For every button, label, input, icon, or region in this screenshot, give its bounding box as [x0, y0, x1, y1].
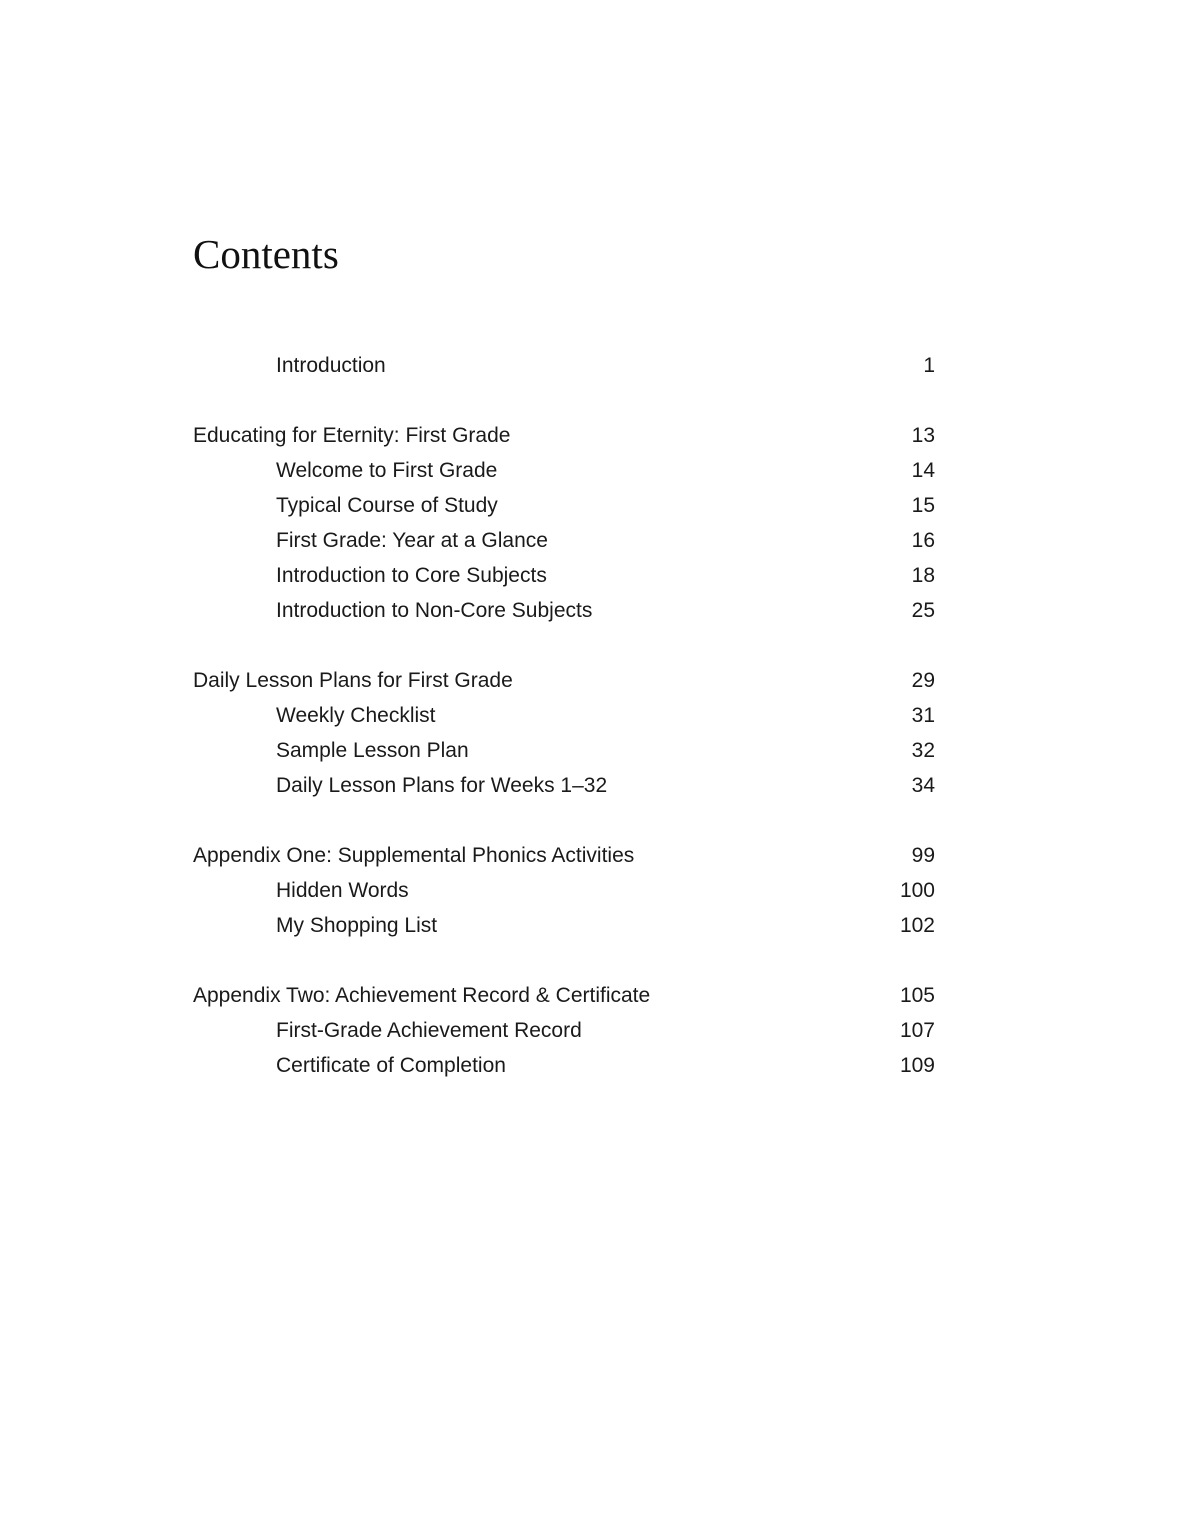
page-title: Contents [193, 231, 339, 277]
toc-entry-page-number: 31 [911, 704, 935, 727]
toc-entry[interactable] [193, 523, 935, 558]
toc-entry[interactable] [193, 908, 935, 943]
toc-entry-label: Introduction to Non-Core Subjects [276, 599, 593, 622]
toc-section-heading[interactable] [193, 663, 935, 698]
toc-entry[interactable] [193, 873, 935, 908]
toc-heading-label: Educating for Eternity: First Grade [193, 424, 511, 447]
toc-entry-label: First-Grade Achievement Record [276, 1019, 582, 1042]
toc-heading-page-number: 99 [911, 844, 935, 867]
toc-entry-page-number: 16 [911, 529, 935, 552]
toc-entry-label: Introduction [276, 354, 386, 377]
toc-entry-label: First Grade: Year at a Glance [276, 529, 548, 552]
toc-entry-label: Sample Lesson Plan [276, 739, 469, 762]
toc-entry-page-number: 1 [923, 354, 935, 377]
toc-heading-label: Appendix Two: Achievement Record & Certificate [193, 984, 651, 1007]
toc-entry-page-number: 34 [911, 774, 935, 797]
toc-entry[interactable] [193, 1048, 935, 1083]
toc-section-heading[interactable] [193, 838, 935, 873]
toc-entry-label: Certificate of Completion [276, 1054, 506, 1077]
toc-entry[interactable] [193, 768, 935, 803]
toc-section-heading[interactable] [193, 978, 935, 1013]
toc-section-introduction [193, 348, 935, 383]
toc-heading-label: Appendix One: Supplemental Phonics Activities [193, 844, 635, 867]
toc-entry[interactable] [193, 698, 935, 733]
toc-entry[interactable] [193, 558, 935, 593]
toc-entry-label: My Shopping List [276, 914, 438, 937]
toc-entry-label: Welcome to First Grade [276, 459, 498, 482]
toc-section-educating-for-eternity [193, 418, 935, 628]
toc-entry-page-number: 100 [899, 879, 935, 902]
toc-heading-page-number: 13 [911, 424, 935, 447]
toc-entry-label: Daily Lesson Plans for Weeks 1–32 [276, 774, 608, 797]
toc-entry-label: Typical Course of Study [276, 494, 498, 517]
toc-entry-page-number: 15 [911, 494, 935, 517]
toc-heading-label: Daily Lesson Plans for First Grade [193, 669, 513, 692]
toc-entry[interactable] [193, 1013, 935, 1048]
toc-section-appendix-one [193, 838, 935, 943]
toc-entry-page-number: 14 [911, 459, 935, 482]
toc-heading-page-number: 29 [911, 669, 935, 692]
toc-entry[interactable] [193, 348, 935, 383]
toc-section-daily-lesson-plans [193, 663, 935, 803]
toc-entry-page-number: 18 [911, 564, 935, 587]
table-of-contents [193, 348, 935, 1118]
toc-section-heading[interactable] [193, 418, 935, 453]
toc-entry[interactable] [193, 453, 935, 488]
toc-entry[interactable] [193, 593, 935, 628]
toc-entry-page-number: 32 [911, 739, 935, 762]
toc-entry-page-number: 109 [899, 1054, 935, 1077]
toc-entry-label: Weekly Checklist [276, 704, 436, 727]
toc-entry-page-number: 25 [911, 599, 935, 622]
toc-entry-label: Introduction to Core Subjects [276, 564, 547, 587]
toc-section-appendix-two [193, 978, 935, 1083]
toc-heading-page-number: 105 [899, 984, 935, 1007]
toc-entry-label: Hidden Words [276, 879, 409, 902]
toc-entry-page-number: 102 [899, 914, 935, 937]
toc-entry[interactable] [193, 488, 935, 523]
toc-entry-page-number: 107 [899, 1019, 935, 1042]
toc-entry[interactable] [193, 733, 935, 768]
